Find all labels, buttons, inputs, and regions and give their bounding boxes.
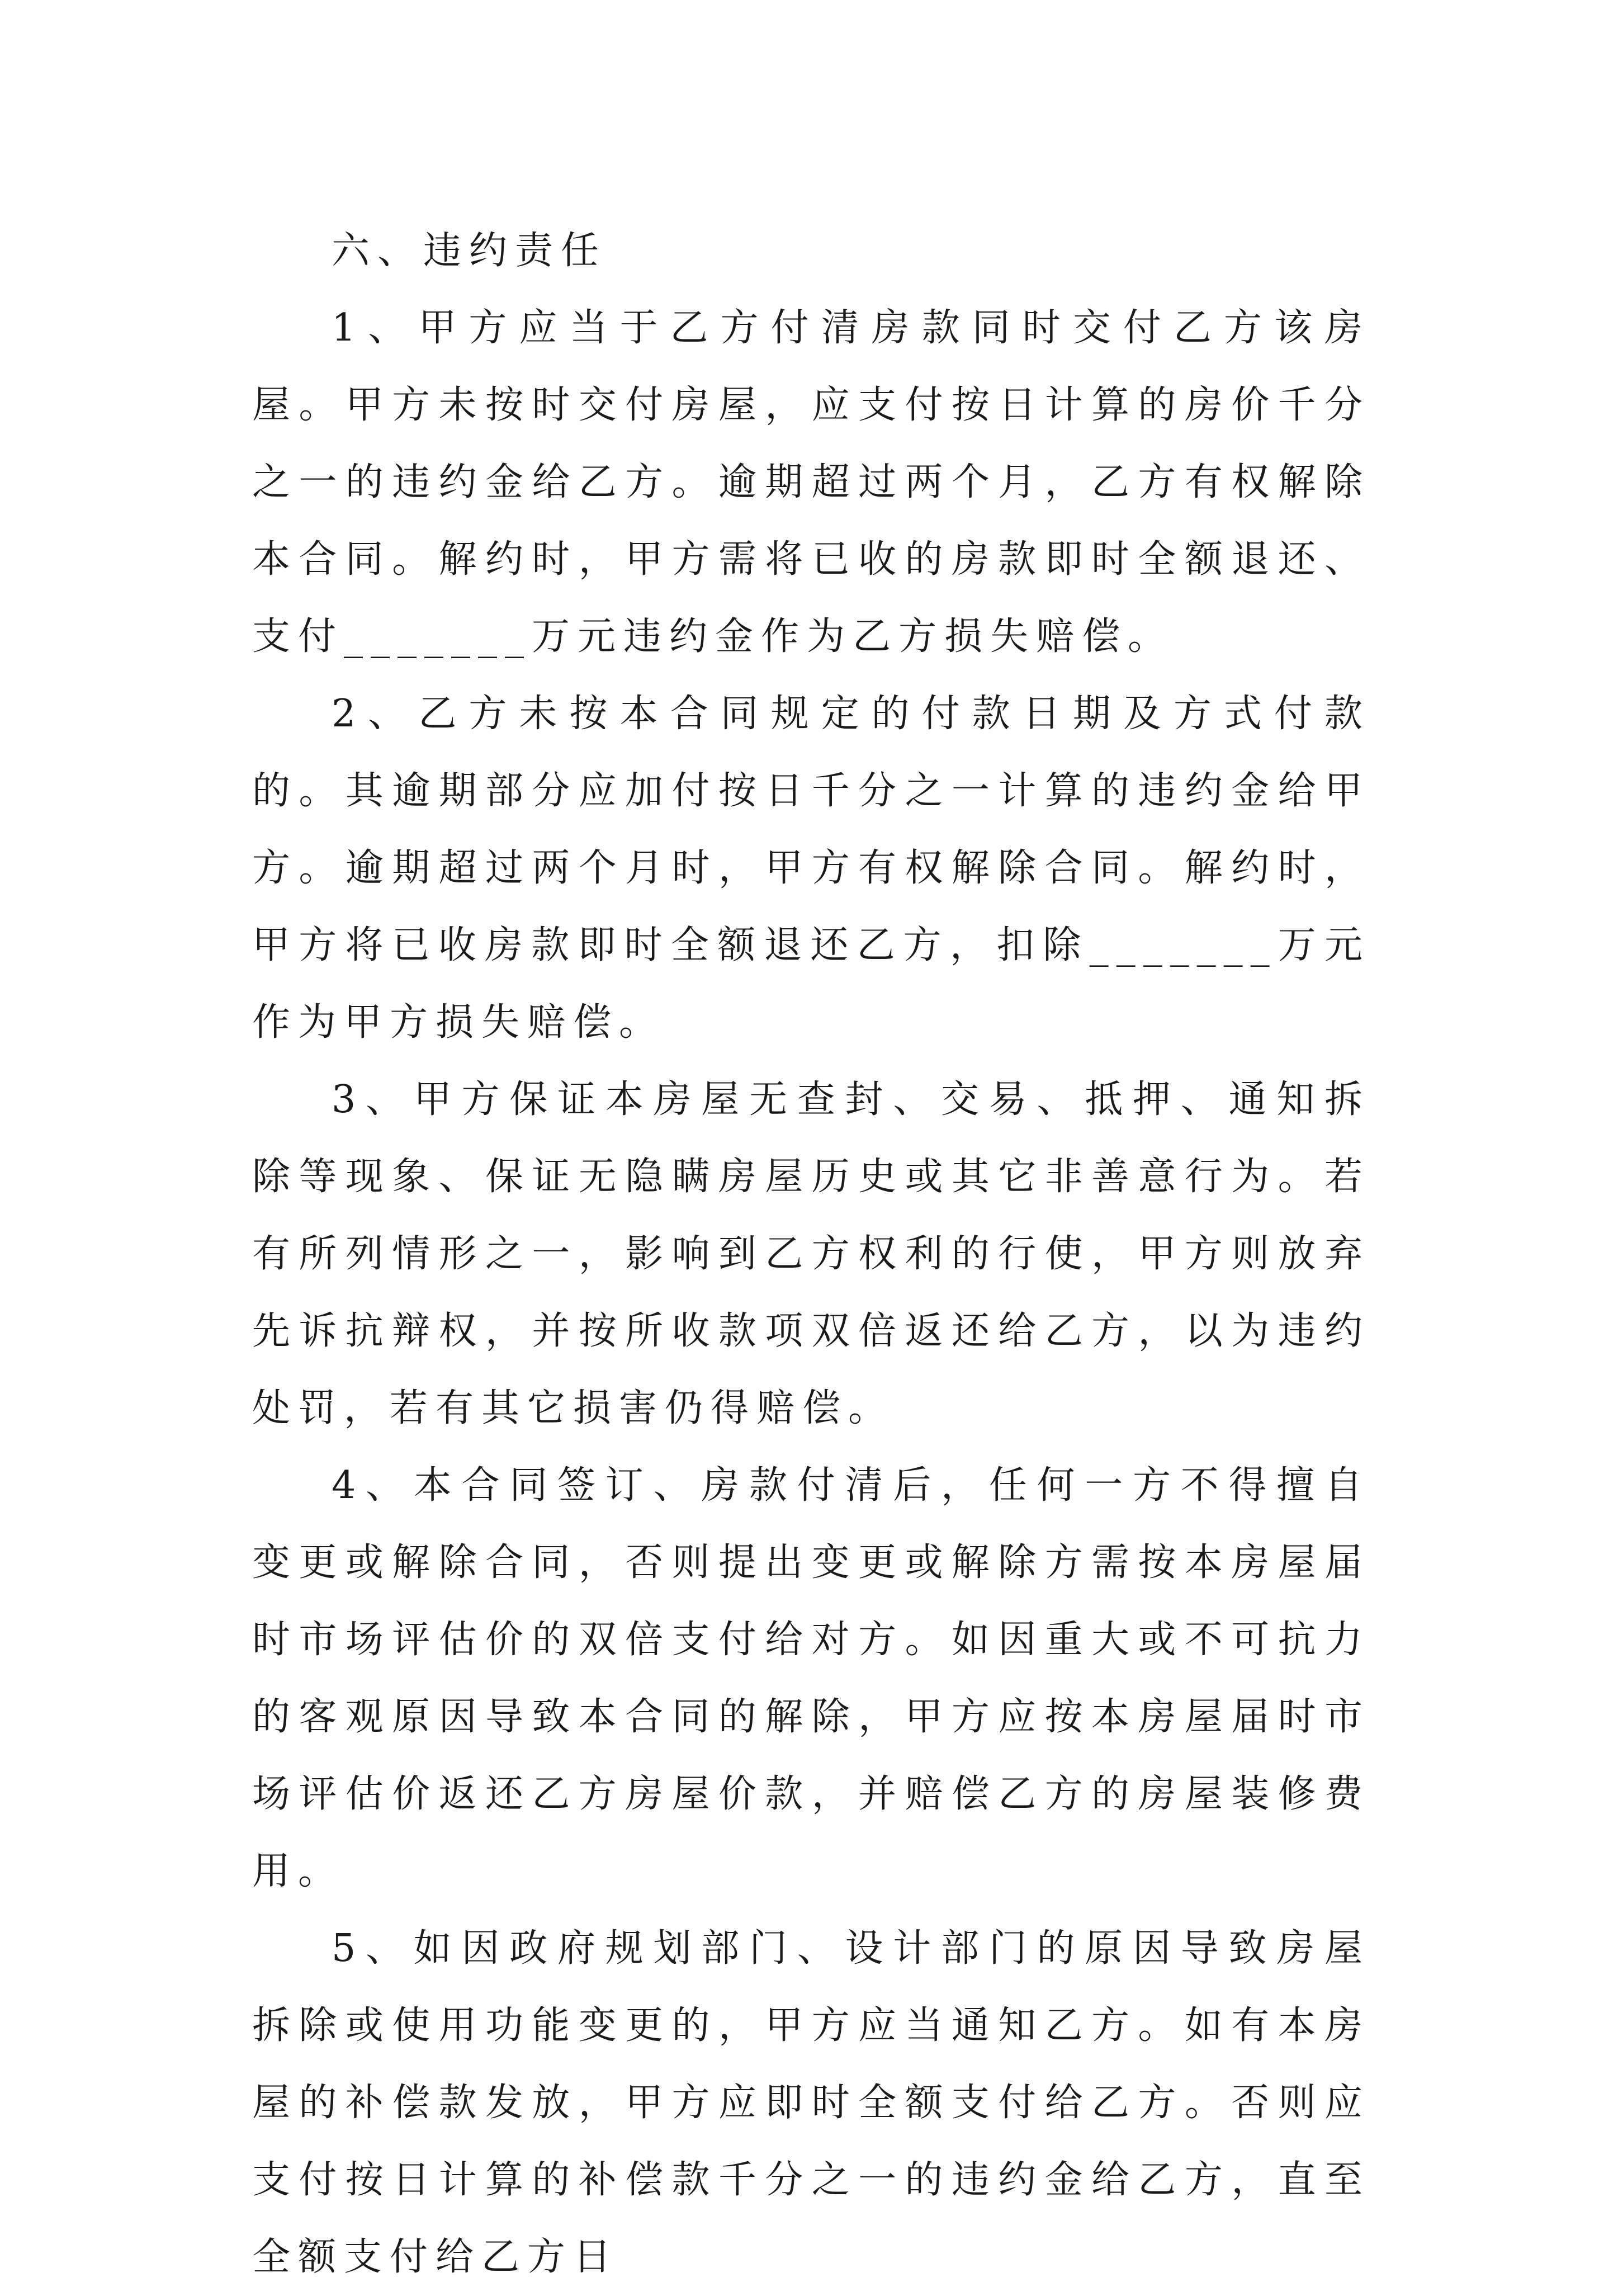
clause-paragraph-5: 5、如因政府规划部门、设计部门的原因导致房屋拆除或使用功能变更的，甲方应当通知乙方。如有本房屋的补偿款发放，甲方应即时全额支付给乙方。否则应支付按日计算的补偿款千分之一的违约金给乙方，直至全额支付给乙方日 bbox=[252, 1926, 1370, 2279]
section-heading: 六、违约责任 bbox=[332, 229, 607, 273]
document-body bbox=[252, 212, 1370, 2296]
clause-paragraph-4: 4、本合同签订、房款付清后，任何一方不得擅自变更或解除合同，否则提出变更或解除方需按本房屋届时市场评估价的双倍支付给对方。如因重大或不可抗力的客观原因导致本合同的解除，甲方应按本房屋届时市场评估价返还乙方房屋价款，并赔偿乙方的房屋装修费用。 bbox=[252, 1463, 1370, 1893]
clause-paragraph-2: 2、乙方未按本合同规定的付款日期及方式付款的。其逾期部分应加付按日千分之一计算的违约金给甲方。逾期超过两个月时，甲方有权解除合同。解约时，甲方将已收房款即时全额退还乙方，扣除_______万元作为甲方损失赔偿。 bbox=[252, 692, 1370, 1045]
clause-paragraph-1: 1、甲方应当于乙方付清房款同时交付乙方该房屋。甲方未按时交付房屋，应支付按日计算的房价千分之一的违约金给乙方。逾期超过两个月，乙方有权解除本合同。解约时，甲方需将已收的房款即时全额退还、支付_______万元违约金作为乙方损失赔偿。 bbox=[252, 306, 1370, 659]
clause-paragraph-3: 3、甲方保证本房屋无查封、交易、抵押、通知拆除等现象、保证无隐瞒房屋历史或其它非善意行为。若有所列情形之一，影响到乙方权利的行使，甲方则放弃先诉抗辩权，并按所收款项双倍返还给乙方，以为违约处罚，若有其它损害仍得赔偿。 bbox=[252, 1078, 1370, 1430]
